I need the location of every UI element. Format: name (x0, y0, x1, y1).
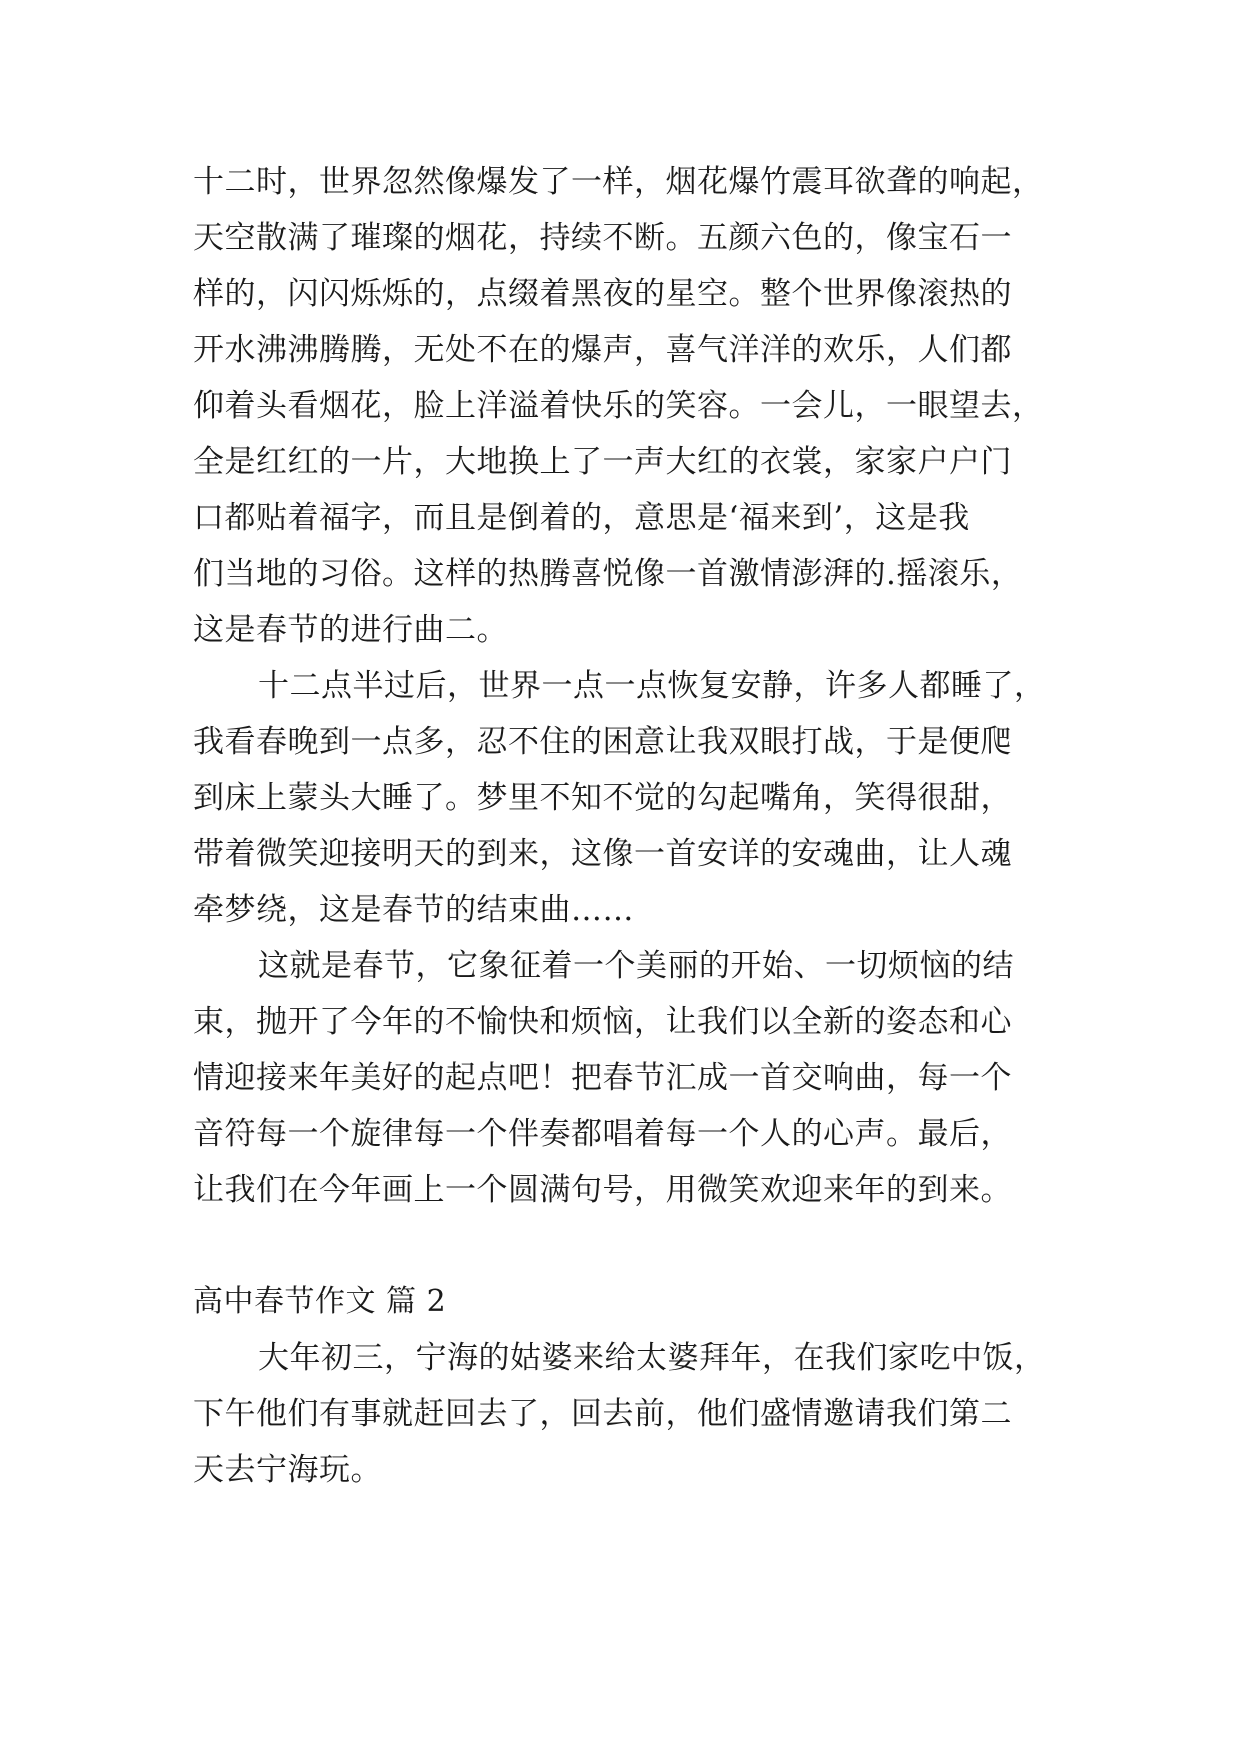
paragraph-first-line: 十二点半过后，世界一点一点恢复安静，许多人都睡了， (258, 668, 1046, 704)
text-line: 牵梦绕，这是春节的结束曲…… (193, 892, 634, 928)
text-line: 们当地的习俗。这样的热腾喜悦像一首激情澎湃的.摇滚乐， (193, 556, 1023, 592)
text-line: 到床上蒙头大睡了。梦里不知不觉的勾起嘴角，笑得很甜， (193, 780, 1012, 816)
text-line: 让我们在今年画上一个圆满句号，用微笑欢迎来年的到来。 (193, 1172, 1012, 1208)
text-line: 仰着头看烟花，脸上洋溢着快乐的笑容。一会儿，一眼望去， (193, 388, 1044, 424)
text-line: 情迎接来年美好的起点吧！把春节汇成一首交响曲，每一个 (193, 1060, 1012, 1096)
text-line: 全是红红的一片，大地换上了一声大红的衣裳，家家户户门 (193, 444, 1012, 480)
text-line: 束，抛开了今年的不愉快和烦恼，让我们以全新的姿态和心 (193, 1004, 1012, 1040)
text-line: 音符每一个旋律每一个伴奏都唱着每一个人的心声。最后， (193, 1116, 1012, 1152)
text-line: 我看春晚到一点多，忍不住的困意让我双眼打战，于是便爬 (193, 724, 1012, 760)
paragraph-first-line: 大年初三，宁海的姑婆来给太婆拜年，在我们家吃中饭， (258, 1340, 1046, 1376)
text-line: 十二时，世界忽然像爆发了一样，烟花爆竹震耳欲聋的响起， (193, 164, 1044, 200)
text-line: 天空散满了璀璨的烟花，持续不断。五颜六色的，像宝石一 (193, 220, 1012, 256)
text-line: 这是春节的进行曲二。 (193, 612, 508, 648)
text-line: 带着微笑迎接明天的到来，这像一首安详的安魂曲，让人魂 (193, 836, 1012, 872)
text-line: 开水沸沸腾腾，无处不在的爆声，喜气洋洋的欢乐，人们都 (193, 332, 1012, 368)
section-heading: 高中春节作文 篇 2 (193, 1284, 447, 1319)
text-line: 天去宁海玩。 (193, 1452, 382, 1488)
paragraph-first-line: 这就是春节，它象征着一个美丽的开始、一切烦恼的结 (258, 948, 1014, 984)
text-line: 样的，闪闪烁烁的，点缀着黑夜的星空。整个世界像滚热的 (193, 276, 1012, 312)
text-line: 口都贴着福字，而且是倒着的，意思是‘福来到’，这是我 (193, 500, 970, 536)
text-line: 下午他们有事就赶回去了，回去前，他们盛情邀请我们第二 (193, 1396, 1012, 1432)
